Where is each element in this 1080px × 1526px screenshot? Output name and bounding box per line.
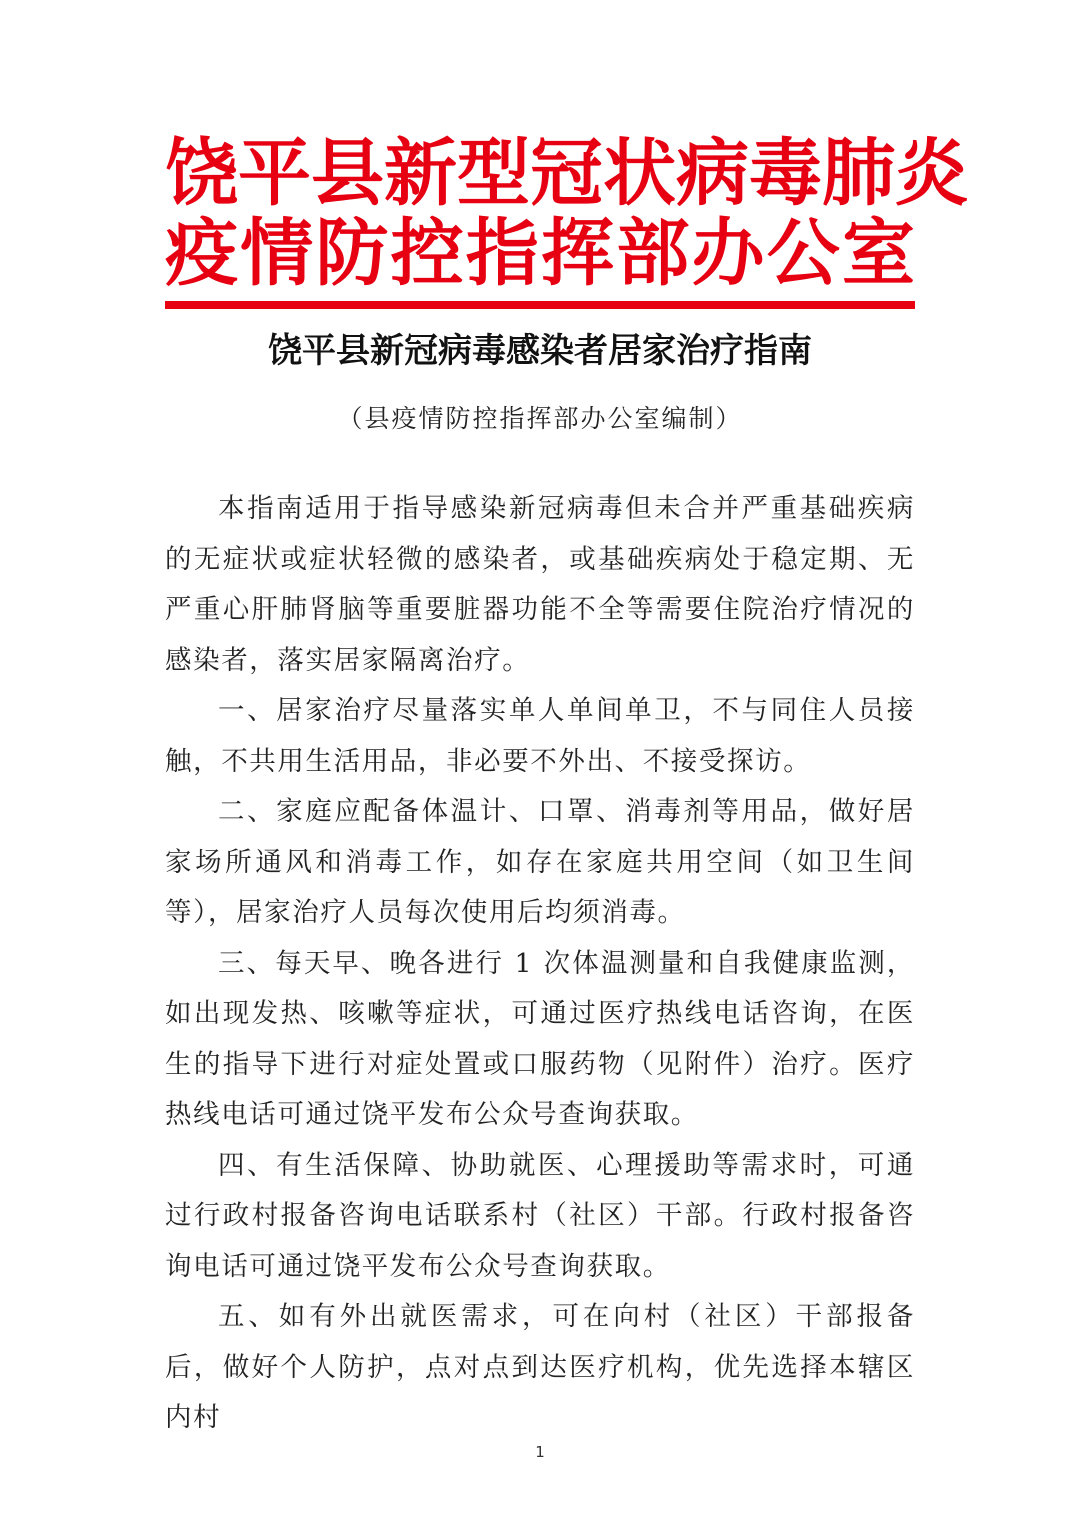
paragraph-item-1: 一、居家治疗尽量落实单人单间单卫，不与同住人员接触，不共用生活用品，非必要不外出、不接受探访。 [165, 695, 915, 777]
header-red-divider [165, 301, 915, 309]
page-number: 1 [535, 1443, 545, 1461]
header-title-line-1: 饶平县新型冠状病毒肺炎 [165, 131, 968, 216]
paragraph-intro: 本指南适用于指导感染新冠病毒但未合并严重基础疾病的无症状或症状轻微的感染者，或基础疾病处于稳定期、无严重心肝肺肾脑等重要脏器功能不全等需要住院治疗情况的感染者，落实居家隔离治疗。 [165, 493, 915, 676]
paragraph-item-3: 三、每天早、晚各进行 1 次体温测量和自我健康监测，如出现发热、咳嗽等症状，可通过医疗热线电话咨询，在医生的指导下进行对症处置或口服药物（见附件）治疗。医疗热线电话可通过饶平发布公众号查询获取。 [165, 947, 915, 1130]
paragraph-item-2: 二、家庭应配备体温计、口罩、消毒剂等用品，做好居家场所通风和消毒工作，如存在家庭共用空间（如卫生间等），居家治疗人员每次使用后均须消毒。 [165, 796, 915, 928]
paragraph-item-4: 四、有生活保障、协助就医、心理援助等需求时，可通过行政村报备咨询电话联系村（社区）干部。行政村报备咨询电话可通过饶平发布公众号查询获取。 [165, 1149, 915, 1282]
header-title-line-2: 疫情防控指挥部办公室 [165, 211, 915, 296]
document-title: 饶平县新冠病毒感染者居家治疗指南 [268, 331, 812, 371]
document-body [165, 484, 915, 1444]
paragraph-item-5: 五、如有外出就医需求，可在向村（社区）干部报备后，做好个人防护，点对点到达医疗机构，优先选择本辖区内村 [165, 1301, 915, 1433]
document-subtitle: （县疫情防控指挥部办公室编制） [337, 404, 743, 433]
